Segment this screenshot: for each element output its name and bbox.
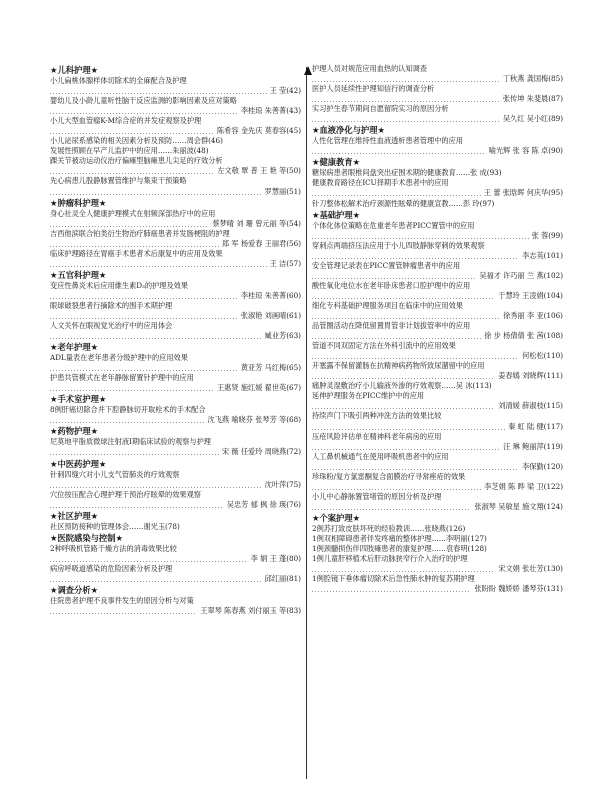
entry-title: 1例颈髓损伤伴四肢瘫患者的康复护理……袁春明(128) (312, 544, 487, 554)
entry-title: 1例双相障碍患者伴发疼痛的整体护理……李明丽(127) (312, 533, 487, 543)
entry-authors-page (312, 114, 563, 124)
entry-authors-page (312, 422, 563, 432)
authors-text: 姜春嫣 刘晓辉(111) (495, 371, 563, 380)
entry-authors-page (312, 74, 563, 84)
entry-title: 社区预防接种的管理体会……谢光玉(78) (50, 521, 180, 531)
entry-authors-page (312, 271, 563, 281)
authors-text: 喻光辉 张 容 陈 卓(90) (486, 146, 563, 155)
authors-text: 邱红丽(81) (262, 574, 301, 583)
entry-authors-page (50, 331, 301, 341)
entry-authors-page (312, 462, 563, 472)
entry-authors-page (312, 584, 563, 594)
authors-text: 吴福才 许巧丽 兰 燕(102) (476, 271, 563, 280)
entry-title: 人工鼻机械通气在使用呼吸机患者中的应用 (312, 451, 449, 461)
entry-title: 痛肿灵湿敷治疗小儿输液外渗的疗效观察……吴 冰(113) (312, 381, 492, 391)
section-heading: ★中医药护理★ (50, 458, 107, 469)
entry-title: 2种呼吸机管路干燥方法的消毒效果比较 (50, 543, 177, 553)
entry-authors-page (50, 500, 301, 510)
authors-text: 吴忠芳 郁 枫 徐 瑛(76) (224, 500, 301, 509)
authors-text: 宋 薇 任爱玲 周晓燕(72) (219, 447, 301, 456)
authors-text: 左文敬 覃 普 王 艳 等(50) (214, 166, 301, 175)
entry-authors-page (50, 480, 301, 490)
entry-authors-page (312, 291, 563, 301)
entry-authors-page (312, 251, 563, 261)
section-heading: ★老年护理★ (50, 342, 99, 353)
column-divider (306, 67, 307, 779)
authors-text: 张盼盼 魏娇娇 潘琴芬(131) (471, 584, 563, 593)
entry-title: ADL量表在老年患者分级护理中的应用效果 (50, 353, 188, 363)
entry-authors-page (312, 331, 563, 341)
entry-authors-page (50, 291, 301, 301)
entry-title: 实习护生春节期间自愿留院实习的原因分析 (312, 104, 449, 114)
entry-authors-page (50, 415, 301, 425)
authors-text: 陈希容 金先庆 莫春容(45) (214, 126, 301, 135)
entry-title: 变应性鼻炎术后应用維生素D₃的护理及效果 (50, 280, 189, 290)
authors-text: 吴久红 吴小红(89) (500, 114, 563, 123)
section-heading: ★血液净化与护理★ (312, 125, 385, 136)
entry-authors-page (50, 383, 301, 393)
authors-text: 于慧玲 王凌娟(104) (495, 291, 563, 300)
entry-title: 吉西他滨联合铂类衍生物治疗肺癌患者并发肠梗阻的护理 (50, 228, 230, 238)
entry-authors-page (50, 574, 301, 584)
entry-authors-page (312, 401, 563, 411)
entry-authors-page (50, 606, 301, 616)
entry-authors-page (312, 502, 563, 512)
entry-title: 细化专科基础护理服务项目在临床中的应用效果 (312, 300, 463, 310)
entry-authors-page (312, 188, 563, 198)
entry-authors-page (50, 363, 301, 373)
authors-text: 沈飞燕 喻晓芬 张琴芳 等(68) (205, 415, 301, 424)
authors-text: 李志英(101) (519, 251, 563, 260)
entry-title: 医护人员延续性护理知信行的调查分析 (312, 84, 435, 94)
entry-title: 健康教育路径在ICU择期手术患者中的应用 (312, 178, 449, 188)
entry-authors-page (50, 239, 301, 249)
entry-title: 身心社灵全人健康护理模式在射频深部热疗中的应用 (50, 208, 216, 218)
entry-title: 病房呼吸道感染的危险因素分析及护理 (50, 563, 173, 573)
authors-text: 张淑艳 刘画晴(61) (238, 311, 301, 320)
authors-text: 何松松(110) (519, 351, 563, 360)
authors-text: 李 娟 王 蓬(80) (248, 554, 301, 563)
authors-text: 汪 琳 鲍丽萍(119) (500, 442, 563, 451)
entry-authors-page (312, 442, 563, 452)
toc-left-column (50, 64, 301, 616)
entry-title: 人文关怀在眼视觉光治疗中的应用体会 (50, 321, 173, 331)
entry-title: 酸性氧化电位水在老年卧床患者口腔护理中的应用 (312, 280, 471, 290)
section-heading: ★医院感染与控制★ (50, 532, 123, 543)
authors-text: 黄亚芳 马红梅(65) (238, 363, 301, 372)
authors-text: 郑 军 杨爱春 王丽君(56) (219, 239, 301, 248)
section-heading: ★手术室护理★ (50, 394, 107, 405)
entry-title: 踝关节被动运动仪治疗偏瘫型脑瘫患儿尖足的疗效分析 (50, 156, 223, 166)
authors-text: 丁秋燕 龚国梅(85) (500, 74, 563, 83)
authors-text: 王翠琴 陈春燕 刘付丽玉 等(83) (197, 606, 301, 615)
authors-text: 张淑琴 吴敏星 施文翔(124) (471, 502, 563, 511)
authors-text: 臧业芳(63) (262, 331, 301, 340)
entry-authors-page (50, 106, 301, 116)
entry-title: 安全管理记录表在PICC置管肿瘤患者中的应用 (312, 260, 461, 270)
entry-title: 穴位按压配合心理护理干预治疗眩晕的效果观察 (50, 489, 201, 499)
entry-title: 小儿中心静脉置管堵管的原因分析及护理 (312, 491, 442, 501)
authors-text: 李桂琼 朱善菁(43) (238, 106, 301, 115)
authors-text: 王 洁(57) (267, 259, 301, 268)
entry-title: 品管圈活动在降低留置胃管非计划拔管率中的应用 (312, 321, 471, 331)
entry-title: 护理人员对规范应用血热的认知调查 (312, 64, 428, 73)
entry-title: 穿刺点两端挤压法应用于小儿四肢静脉穿刺的效果观察 (312, 240, 485, 250)
authors-text: 李芝娟 陈 晔 梁 卫(122) (481, 482, 563, 491)
entry-authors-page (312, 146, 563, 156)
table-of-contents (50, 64, 570, 784)
authors-text: 刘清媛 薛淑枝(115) (495, 401, 563, 410)
section-heading: ★五官科护理★ (50, 269, 107, 280)
section-heading: ★社区护理★ (50, 510, 99, 521)
entry-authors-page (312, 371, 563, 381)
entry-title: 珍珠粉/复方氯雷酮复合面膜治疗寻常痤疮的效果 (312, 471, 466, 481)
entry-title: 8例肝癌切除合并下腔静脉切开取栓术的手术配合 (50, 405, 206, 415)
authors-text: 张 蓉(99) (529, 231, 563, 240)
entry-title: 发展性照顾在早产儿监护中的应用……朱丽波(48) (50, 146, 209, 156)
entry-title: 针刀整体松解术治疗颈源性眩晕的健康宣教……彭 玲(97) (312, 198, 495, 208)
entry-title: 糖尿病患者眼椎间盘突出症围术期的健康教育……张 成(93) (312, 168, 502, 178)
entry-title: 小儿泌尿系感染的相关因素分析及预防……周会群(46) (50, 136, 223, 146)
section-heading: ★肿瘤科护理★ (50, 197, 107, 208)
entry-title: 1例腔镜下垂体瘤切除术后急性肺水肿的复苏期护理 (312, 574, 475, 584)
authors-text: 蔡梦晴 刘 珊 曾元丽 等(54) (209, 219, 301, 228)
entry-authors-page (312, 564, 563, 574)
entry-title: 延伸护理服务在PICC维护中的应用 (312, 391, 425, 401)
entry-title: 眼球破裂患者行摘除术的围手术期护理 (50, 300, 173, 310)
authors-text: 王惠贤 施红媛 翟世英(67) (214, 383, 301, 392)
entry-authors-page (312, 351, 563, 361)
entry-title: 个体化体位策略在危重老年患者PICC置管中的应用 (312, 220, 475, 230)
section-heading: ★个案护理★ (312, 512, 361, 523)
authors-text: 秦 虹 陆 健(117) (505, 422, 563, 431)
authors-text: 徐 步 杨倩倩 张 茜(108) (481, 331, 563, 340)
entry-title: 管道不同双固定方法在外科引流中的应用效果 (312, 341, 456, 351)
authors-text: 罗慧丽(51) (262, 187, 301, 196)
entry-authors-page (312, 231, 563, 241)
section-heading: ★儿科护理★ (50, 65, 99, 75)
entry-title: 压疮风险评估单在精神科老年病房的应用 (312, 431, 442, 441)
section-heading: ★调查分析★ (50, 584, 99, 595)
section-heading: ★健康教育★ (312, 157, 361, 168)
section-heading: ★药物护理★ (50, 426, 99, 437)
entry-authors-page (312, 311, 563, 321)
entry-authors-page (50, 311, 301, 321)
entry-title: 护患共管模式在老年静脉留置针护理中的应用 (50, 373, 194, 383)
authors-text: 宋文娟 张壮芳(130) (495, 564, 563, 573)
entry-title: 临床护理路径在胃癌手术患者术后康复中的应用及效果 (50, 248, 223, 258)
entry-title: 住院患者护理不良事件发生的原因分析与对策 (50, 595, 194, 605)
authors-text: 沈叶萍(75) (262, 480, 301, 489)
toc-right-column (312, 64, 563, 594)
entry-title: 先心病患儿股静脉置管维护与集束干预策略 (50, 176, 187, 186)
entry-authors-page (50, 259, 301, 269)
authors-text: 李保勤(120) (519, 462, 563, 471)
authors-text: 李桂琼 朱善菁(60) (238, 291, 301, 300)
entry-title: 尼莫地平脂质微球注射液Ⅰ期临床试验的观察与护理 (50, 437, 211, 447)
authors-text: 张传坤 朱斐晨(87) (500, 94, 563, 103)
authors-text: 徐秀丽 李 亚(106) (500, 311, 563, 320)
entry-title: 1例儿童肝移植术后肝动脉狭窄行介入治疗的护理 (312, 554, 468, 564)
entry-title: 开塞露不保留灌肠在抗精神病药物所致尿潴留中的应用 (312, 361, 485, 371)
entry-authors-page (50, 219, 301, 229)
section-heading: ★基础护理★ (312, 209, 361, 220)
up-arrow-icon (304, 66, 312, 75)
entry-title: 小儿大型血管瘤K-M综合症的并发症观察及护理 (50, 116, 202, 126)
entry-authors-page (50, 126, 301, 136)
entry-title: 针刺四缝穴对小儿支气管肺炎的疗效观察 (50, 469, 180, 479)
entry-authors-page (50, 86, 301, 96)
entry-title: 小儿扁桃体腺样体切除术的全麻配合及护理 (50, 76, 187, 85)
entry-title: 婴幼儿及小龄儿童听性脑干反应监测的影响因素及应对策略 (50, 96, 237, 106)
entry-title: 持续声门下吸引两种冲洗方法的效果比较 (312, 411, 442, 421)
entry-authors-page (312, 94, 563, 104)
entry-authors-page (50, 187, 301, 197)
entry-title: 人性化管理在维持性血液透析患者管理中的应用 (312, 136, 463, 146)
entry-title: 2例苏打致皮肤坏死的经验教训……张晓燕(126) (312, 523, 466, 533)
authors-text: 王 莹(42) (267, 86, 301, 95)
entry-authors-page (50, 447, 301, 457)
authors-text: 王 蕾 张晗晖 何庆华(95) (481, 188, 563, 197)
entry-authors-page (50, 554, 301, 564)
entry-authors-page (50, 166, 301, 176)
entry-authors-page (312, 482, 563, 492)
